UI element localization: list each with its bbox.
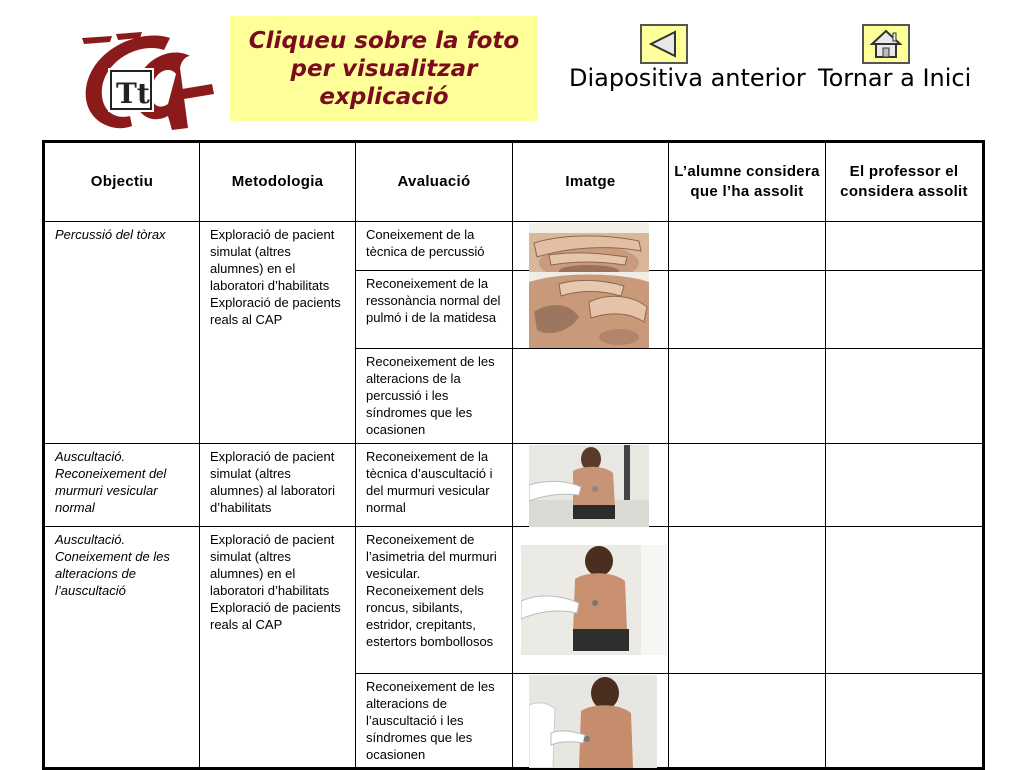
evaluation-text: Reconeixement de les alteracions de la percussió i les síndromes que les ocasionen — [366, 354, 495, 437]
evaluation-text: Reconeixement de la ressonància normal del pulmó i de la matidesa — [366, 276, 501, 325]
evaluation-cell — [356, 674, 513, 769]
methodology-text: Exploració de pacient simulat (altres alumnes) en el laboratori d’habilitats Exploració de pacients reals al CAP — [210, 227, 341, 327]
evaluation-cell — [356, 527, 513, 674]
evaluation-text: Reconeixement de la tècnica d’auscultació i del murmuri vesicular normal — [366, 449, 493, 515]
methodology-cell — [200, 444, 356, 527]
evaluation-cell — [356, 222, 513, 271]
image-cell — [513, 674, 669, 769]
student-check-cell[interactable] — [669, 444, 826, 527]
header-image: Imatge — [513, 142, 669, 222]
evaluation-text: Reconeixement de l’asimetria del murmuri vesicular. Reconeixement dels roncus, sibilants, estridor, crepitants, estertors bombollosos — [366, 532, 497, 649]
percussion-technique-photo[interactable] — [529, 223, 649, 275]
table-row — [44, 222, 984, 271]
svg-text:Tt: Tt — [116, 77, 150, 110]
table-row — [44, 444, 984, 527]
student-check-cell[interactable] — [669, 674, 826, 769]
header-evaluation: Avaluació — [356, 142, 513, 222]
objective-cell — [44, 527, 200, 769]
objective-text: Auscultació. Coneixement de les alteracions de l’auscultació — [55, 532, 170, 598]
percussion-resonance-photo[interactable] — [529, 272, 649, 348]
home-icon — [869, 28, 903, 60]
evaluation-cell — [356, 444, 513, 527]
student-check-cell[interactable] — [669, 222, 826, 271]
methodology-cell — [200, 527, 356, 769]
image-cell — [513, 527, 669, 674]
objective-cell — [44, 222, 200, 444]
competency-table — [42, 140, 985, 770]
image-cell — [513, 444, 669, 527]
auscultation-asymmetry-photo[interactable] — [521, 545, 667, 655]
teacher-check-cell[interactable] — [826, 349, 984, 444]
objective-text: Auscultació. Reconeixement del murmuri vesicular normal — [55, 449, 167, 515]
home-button[interactable] — [862, 24, 910, 64]
methodology-text: Exploració de pacient simulat (altres alumnes) en el laboratori d’habilitats Exploració de pacients reals al CAP — [210, 532, 341, 632]
objective-text: Percussió del tòrax — [55, 227, 166, 242]
triangle-left-icon — [647, 29, 681, 59]
logo — [72, 28, 217, 136]
student-check-cell[interactable] — [669, 271, 826, 349]
teacher-check-cell[interactable] — [826, 527, 984, 674]
teacher-check-cell[interactable] — [826, 674, 984, 769]
methodology-cell — [200, 222, 356, 444]
methodology-text: Exploració de pacient simulat (altres alumnes) al laboratori d’habilitats — [210, 449, 336, 515]
auscultation-alterations-photo[interactable] — [529, 675, 657, 768]
teacher-check-cell[interactable] — [826, 271, 984, 349]
evaluation-text: Coneixement de la tècnica de percussió — [366, 227, 485, 259]
header-methodology: Metodologia — [200, 142, 356, 222]
evaluation-cell — [356, 271, 513, 349]
objective-cell — [44, 444, 200, 527]
image-cell — [513, 349, 669, 444]
auscultation-normal-photo[interactable] — [529, 445, 649, 527]
header-student-achieved: L’alumne considera que l’ha assolit — [669, 142, 826, 222]
image-cell — [513, 222, 669, 271]
home-link[interactable]: Tornar a Inici — [818, 64, 972, 92]
evaluation-text: Reconeixement de les alteracions de l’auscultació i les síndromes que les ocasionen — [366, 679, 495, 762]
student-check-cell[interactable] — [669, 349, 826, 444]
instruction-banner: Cliqueu sobre la foto per visualitzar explicació — [230, 16, 538, 121]
previous-slide-button[interactable] — [640, 24, 688, 64]
header-objective: Objectiu — [44, 142, 200, 222]
table-row — [44, 527, 984, 674]
image-cell — [513, 271, 669, 349]
header-teacher-achieved: El professor el considera assolit — [826, 142, 984, 222]
previous-slide-link[interactable]: Diapositiva anterior — [569, 64, 806, 92]
student-check-cell[interactable] — [669, 527, 826, 674]
evaluation-cell — [356, 349, 513, 444]
teacher-check-cell[interactable] — [826, 444, 984, 527]
teacher-check-cell[interactable] — [826, 222, 984, 271]
